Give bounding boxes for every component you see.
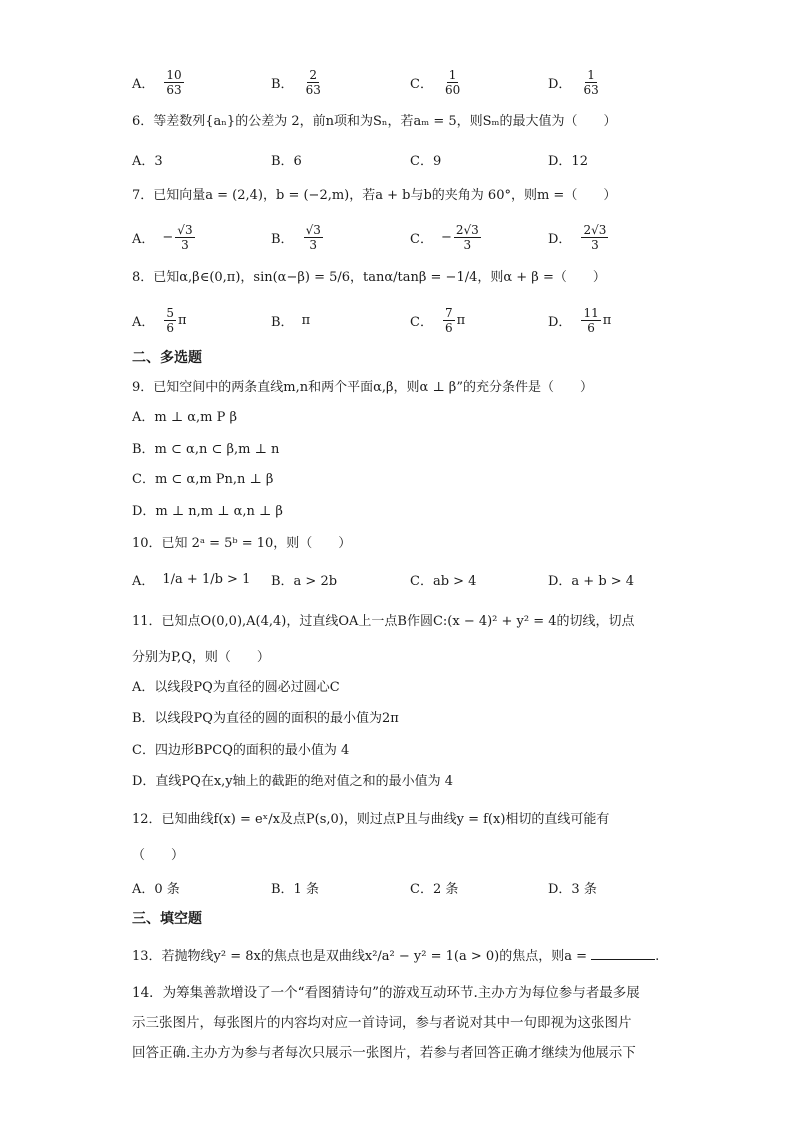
- q6-stem: 6．等差数列{aₙ}的公差为 2，前n项和为Sₙ，若aₘ = 5，则Sₘ的最大值为（ ）: [132, 114, 617, 129]
- q12-option-a: A．0 条: [132, 881, 180, 897]
- fraction: $\frac{2}{63}$: [305, 67, 321, 97]
- q6-options: [132, 142, 692, 176]
- fraction: $\frac{11}{6}$: [583, 305, 599, 335]
- q5-option-c: C． $\frac{1}{60}$: [410, 67, 461, 97]
- q8-option-d: D． $\frac{11}{6}$ π: [548, 305, 612, 335]
- fraction: $\frac{7}{6}$: [444, 305, 453, 335]
- q5-options: [132, 65, 692, 99]
- section-heading: 三、填空题: [132, 911, 202, 927]
- q10-stem: 10．已知 2ᵃ = 5ᵇ = 10，则（ ）: [132, 536, 352, 551]
- q9-stem: 9．已知空间中的两条直线m,n和两个平面α,β，则α ⊥ β”的充分条件是（ ）: [132, 380, 593, 395]
- q9-option-c: C．m ⊂ α,m Pn,n ⊥ β: [132, 472, 274, 487]
- q7-option-d: D． $\frac{2√3}{3}$: [548, 222, 607, 252]
- q7-option-b: B． $\frac{√3}{3}$: [271, 222, 321, 252]
- q6-option-a: A．3: [132, 153, 163, 169]
- q5-option-b: B． $\frac{2}{63}$: [271, 67, 321, 97]
- q11-option-a: A．以线段PQ为直径的圆必过圆心C: [132, 680, 340, 695]
- q7-option-a: A． − $\frac{√3}{3}$: [132, 222, 193, 252]
- q10-option-a: A． 1/a + 1/b > 1: [132, 571, 251, 589]
- q11-option-d: D．直线PQ在x,y轴上的截距的绝对值之和的最小值为 4: [132, 774, 454, 789]
- fraction: $\frac{1}{60}$: [444, 67, 461, 97]
- q12-stem-line2: （ ）: [132, 848, 185, 863]
- fraction: $\frac{5}{6}$: [166, 305, 175, 335]
- section-heading: 二、多选题: [132, 350, 202, 366]
- q10-option-c: C．ab > 4: [410, 573, 477, 589]
- q13-stem: 13．若抛物线y² = 8x的焦点也是双曲线x²/a² − y² = 1(a > 0)的焦点，则a = .: [132, 945, 659, 967]
- answer-blank[interactable]: [591, 945, 655, 960]
- q8-option-a: A． $\frac{5}{6}$ π: [132, 305, 187, 335]
- q6-option-c: C．9: [410, 153, 442, 169]
- fraction: $\frac{1}{63}$: [583, 67, 599, 97]
- q8-options: [132, 303, 692, 337]
- q12-option-b: B．1 条: [271, 881, 319, 897]
- q10-option-b: B．a > 2b: [271, 573, 338, 589]
- q6-option-b: B．6: [271, 153, 302, 169]
- q9-option-d: D．m ⊥ n,m ⊥ α,n ⊥ β: [132, 504, 283, 519]
- q7-stem: 7．已知向量a = (2,4)，b = (−2,m)，若a + b与b的夹角为 60°，则m =（ ）: [132, 188, 617, 203]
- q8-stem: 8．已知α,β∈(0,π)，sin(α−β) = 5/6，tanα/tanβ = −1/4，则α + β =（ ）: [132, 270, 606, 285]
- fraction: $\frac{√3}{3}$: [177, 222, 193, 252]
- q12-option-c: C．2 条: [410, 881, 459, 897]
- q12-option-d: D．3 条: [548, 881, 597, 897]
- q14-stem: 14．为筹集善款增设了一个“看图猜诗句”的游戏互动环节.主办方为每位参与者最多展 示三张图片，每张图片的内容均对应一首诗词，参与者说对其中一句即视为这张图片 回答正确.主办方为参与者每次只展示一张图片，若参与者回答正确才继续为他展示下: [132, 985, 640, 1061]
- q11-option-b: B．以线段PQ为直径的圆的面积的最小值为2π: [132, 711, 399, 726]
- q12-options: [132, 870, 692, 904]
- q11-stem-line1: 11．已知点O(0,0),A(4,4)，过直线OA上一点B作圆C:(x − 4)² + y² = 4的切线，切点: [132, 614, 635, 629]
- q8-option-c: C． $\frac{7}{6}$ π: [410, 305, 466, 335]
- q11-option-c: C．四边形BPCQ的面积的最小值为 4: [132, 743, 350, 758]
- q5-option-d: D． $\frac{1}{63}$: [548, 67, 599, 97]
- fraction: $\frac{10}{63}$: [166, 67, 182, 97]
- q7-options: [132, 220, 692, 254]
- q5-option-a: A． $\frac{10}{63}$: [132, 67, 182, 97]
- q12-stem-line1: 12．已知曲线f(x) = eˣ/x及点P(s,0)，则过点P且与曲线y = f(x)相切的直线可能有: [132, 812, 610, 827]
- fraction: $\frac{√3}{3}$: [305, 222, 321, 252]
- q6-option-d: D．12: [548, 153, 588, 169]
- q10-options: [132, 562, 692, 596]
- q9-option-a: A．m ⊥ α,m P β: [132, 410, 237, 425]
- fraction: $\frac{2√3}{3}$: [583, 222, 607, 252]
- fraction: $\frac{2√3}{3}$: [455, 222, 479, 252]
- q11-stem-line2: 分别为P,Q，则（ ）: [132, 650, 270, 665]
- q7-option-c: C． − $\frac{2√3}{3}$: [410, 222, 479, 252]
- q10-option-d: D．a + b > 4: [548, 573, 635, 589]
- q8-option-b: B． π: [271, 312, 311, 330]
- q9-option-b: B．m ⊂ α,n ⊂ β,m ⊥ n: [132, 442, 280, 457]
